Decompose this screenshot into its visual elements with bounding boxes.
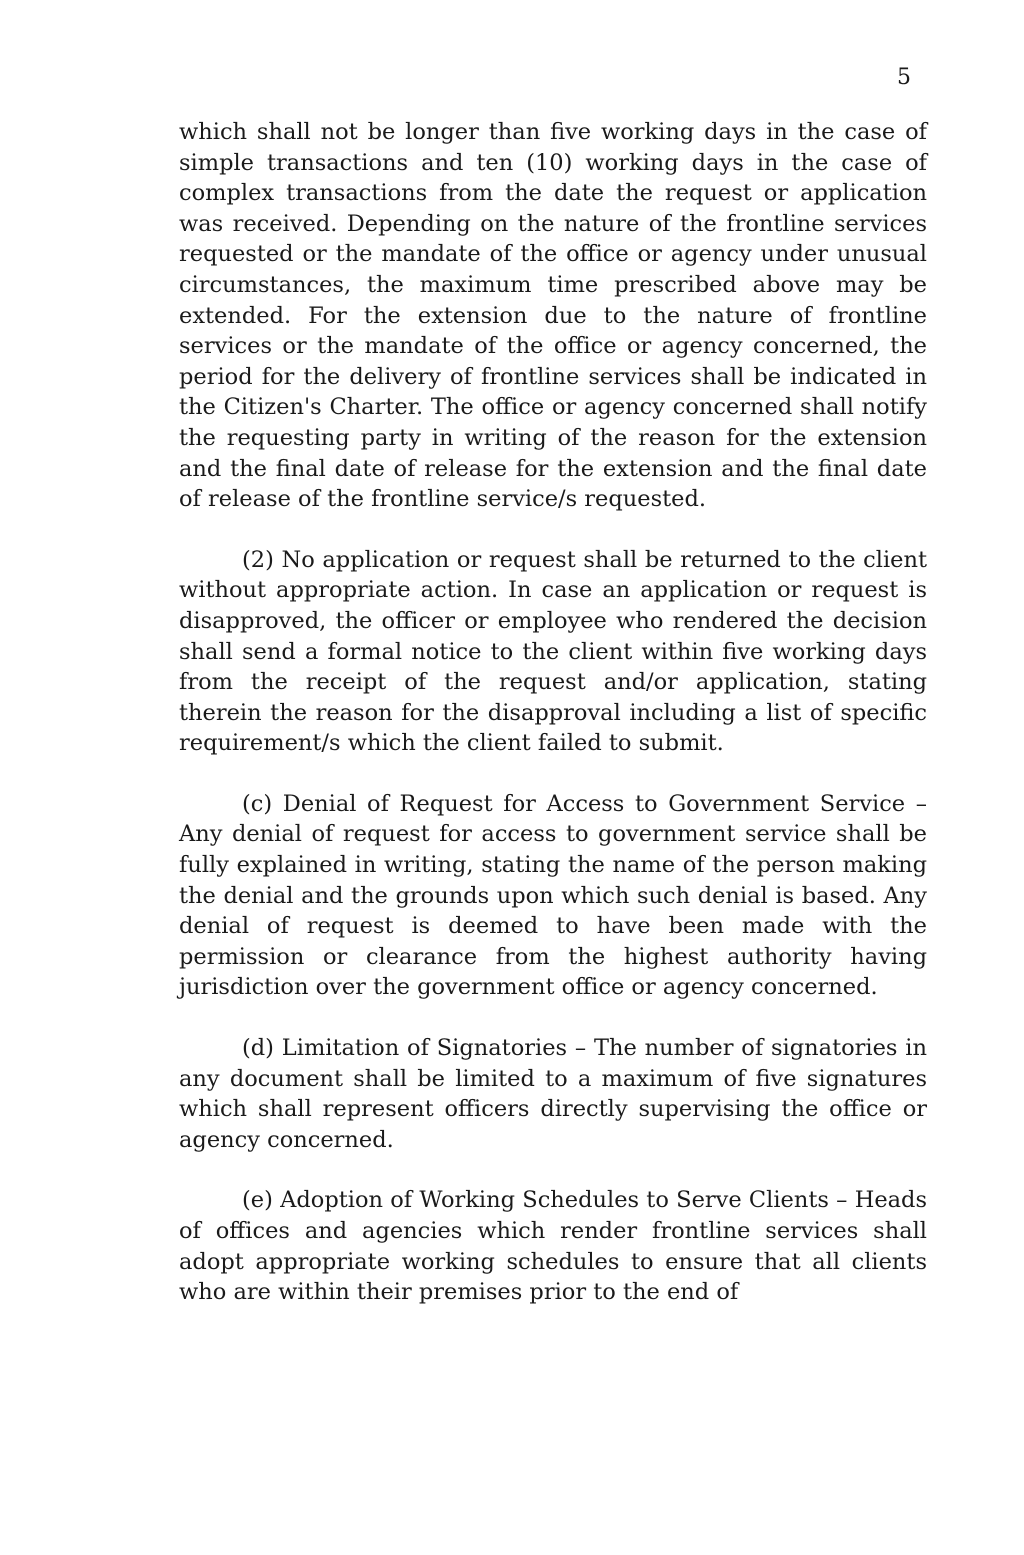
body-text: [179, 117, 927, 1308]
paragraph-item-c: (c) Denial of Request for Access to Government Service – Any denial of request for access to government service shall be fully explained in writing, stating the name of the person making the denial and the grounds upon which such denial is based. Any denial of request is deemed to have been made with the permission or clearance from the highest authority having jurisdiction over the government office or agency concerned.: [179, 790, 927, 1001]
paragraph-item-e: (e) Adoption of Working Schedules to Serve Clients – Heads of offices and agencies which render frontline services shall adopt appropriate working schedules to ensure that all clients who are within their premises prior to the end of: [179, 1187, 927, 1306]
paragraph-continuation: which shall not be longer than five working days in the case of simple transactions and ten (10) working days in the case of complex transactions from the date the request or application was received. Depending on the nature of the frontline services requested or the mandate of the office or agency under unusual circumstances, the maximum time prescribed above may be extended. For the extension due to the nature of frontline services or the mandate of the office or agency concerned, the period for the delivery of frontline services shall be indicated in the Citizen's Charter. The office or agency concerned shall notify the requesting party in writing of the reason for the extension and the final date of release for the extension and the final date of release of the frontline service/s requested.: [179, 119, 927, 513]
paragraph-item-2: (2) No application or request shall be returned to the client without appropriate action. In case an application or request is disapproved, the officer or employee who rendered the decision shall send a formal notice to the client within five working days from the receipt of the request and/or application, stating therein the reason for the disapproval including a list of specific requirement/s which the client failed to submit.: [179, 546, 927, 757]
page-number: 5: [897, 65, 911, 90]
paragraph-item-d: (d) Limitation of Signatories – The number of signatories in any document shall be limited to a maximum of five signatures which shall represent officers directly supervising the office or agency concerned.: [179, 1035, 927, 1153]
